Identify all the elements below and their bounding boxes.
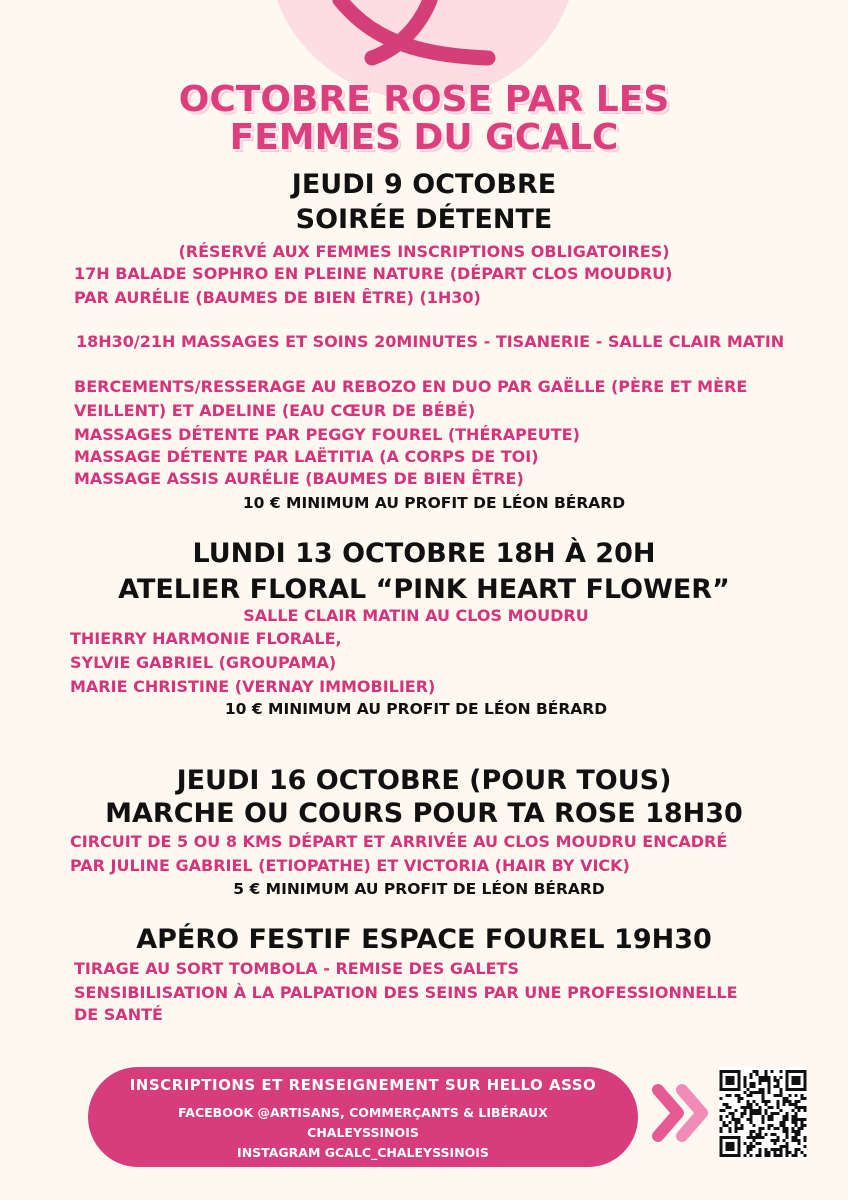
event1-line-c1: BERCEMENTS/RESSERAGE AU REBOZO EN DUO PAR GAËLLE (PÈRE ET MÈRE	[74, 377, 748, 396]
footer-line1: INSCRIPTIONS ET RENSEIGNEMENT SUR HELLO ASSO	[129, 1076, 597, 1094]
event1-price: 10 € MINIMUM AU PROFIT DE LÉON BÉRARD	[242, 494, 626, 512]
event4-name: APÉRO FESTIF ESPACE FOUREL 19H30	[136, 924, 712, 955]
footer-line2: FACEBOOK @ARTISANS, COMMERÇANTS & LIBÉRAUX	[178, 1105, 548, 1120]
event1-line-b: 18H30/21H MASSAGES ET SOINS 20MINUTES - TISANERIE - SALLE CLAIR MATIN	[76, 332, 785, 351]
page-title-line2: FEMMES DU GCALC	[229, 117, 619, 158]
event3-date: JEUDI 16 OCTOBRE (POUR TOUS)	[176, 765, 672, 796]
event2-line2: SYLVIE GABRIEL (GROUPAMA)	[70, 653, 337, 672]
event3-price: 5 € MINIMUM AU PROFIT DE LÉON BÉRARD	[233, 880, 605, 898]
footer-line4: INSTAGRAM GCALC_CHALEYSSINOIS	[237, 1145, 489, 1160]
event2-line1: THIERRY HARMONIE FLORALE,	[70, 629, 342, 648]
event2-line3: MARIE CHRISTINE (VERNAY IMMOBILIER)	[70, 677, 436, 696]
event1-line-c2: VEILLENT) ET ADELINE (EAU CŒUR DE BÉBÉ)	[74, 401, 476, 420]
event4-line1: TIRAGE AU SORT TOMBOLA - REMISE DES GALETS	[74, 959, 519, 978]
event1-line-a2: PAR AURÉLIE (BAUMES DE BIEN ÊTRE) (1H30)	[74, 288, 481, 307]
event1-line-a1: 17H BALADE SOPHRO EN PLEINE NATURE (DÉPART CLOS MOUDRU)	[74, 264, 673, 283]
event3-line2: PAR JULINE GABRIEL (ETIOPATHE) ET VICTORIA (HAIR BY VICK)	[70, 856, 630, 875]
event4-line2: SENSIBILISATION À LA PALPATION DES SEINS PAR UNE PROFESSIONNELLE	[74, 983, 738, 1002]
event4-line3: DE SANTÉ	[74, 1005, 163, 1024]
event1-date: JEUDI 9 OCTOBRE	[291, 169, 557, 200]
event2-subtitle: SALLE CLAIR MATIN AU CLOS MOUDRU	[243, 606, 589, 625]
event2-name: ATELIER FLORAL “PINK HEART FLOWER”	[118, 574, 730, 605]
event1-name: SOIRÉE DÉTENTE	[295, 204, 553, 235]
page-title-line1: OCTOBRE ROSE PAR LES	[178, 79, 670, 120]
qr-code-icon[interactable]	[719, 1067, 807, 1160]
event3-line1: CIRCUIT DE 5 OU 8 KMS DÉPART ET ARRIVÉE AU CLOS MOUDRU ENCADRÉ	[70, 832, 728, 851]
event2-date: LUNDI 13 OCTOBRE 18H À 20H	[192, 538, 656, 569]
event1-line-c4: MASSAGE DÉTENTE PAR LAËTITIA (A CORPS DE TOI)	[74, 447, 539, 466]
event1-line-c5: MASSAGE ASSIS AURÉLIE (BAUMES DE BIEN ÊTRE)	[74, 469, 524, 488]
footer-line3: CHALEYSSINOIS	[307, 1125, 419, 1140]
pink-ribbon-icon	[320, 0, 520, 70]
event1-line-c3: MASSAGES DÉTENTE PAR PEGGY FOUREL (THÉRAPEUTE)	[74, 425, 580, 444]
event2-price: 10 € MINIMUM AU PROFIT DE LÉON BÉRARD	[224, 700, 608, 718]
event1-subtitle: (RÉSERVÉ AUX FEMMES INSCRIPTIONS OBLIGATOIRES)	[178, 242, 670, 261]
double-chevron-right-icon	[652, 1082, 710, 1144]
event3-name: MARCHE OU COURS POUR TA ROSE 18H30	[105, 798, 743, 829]
